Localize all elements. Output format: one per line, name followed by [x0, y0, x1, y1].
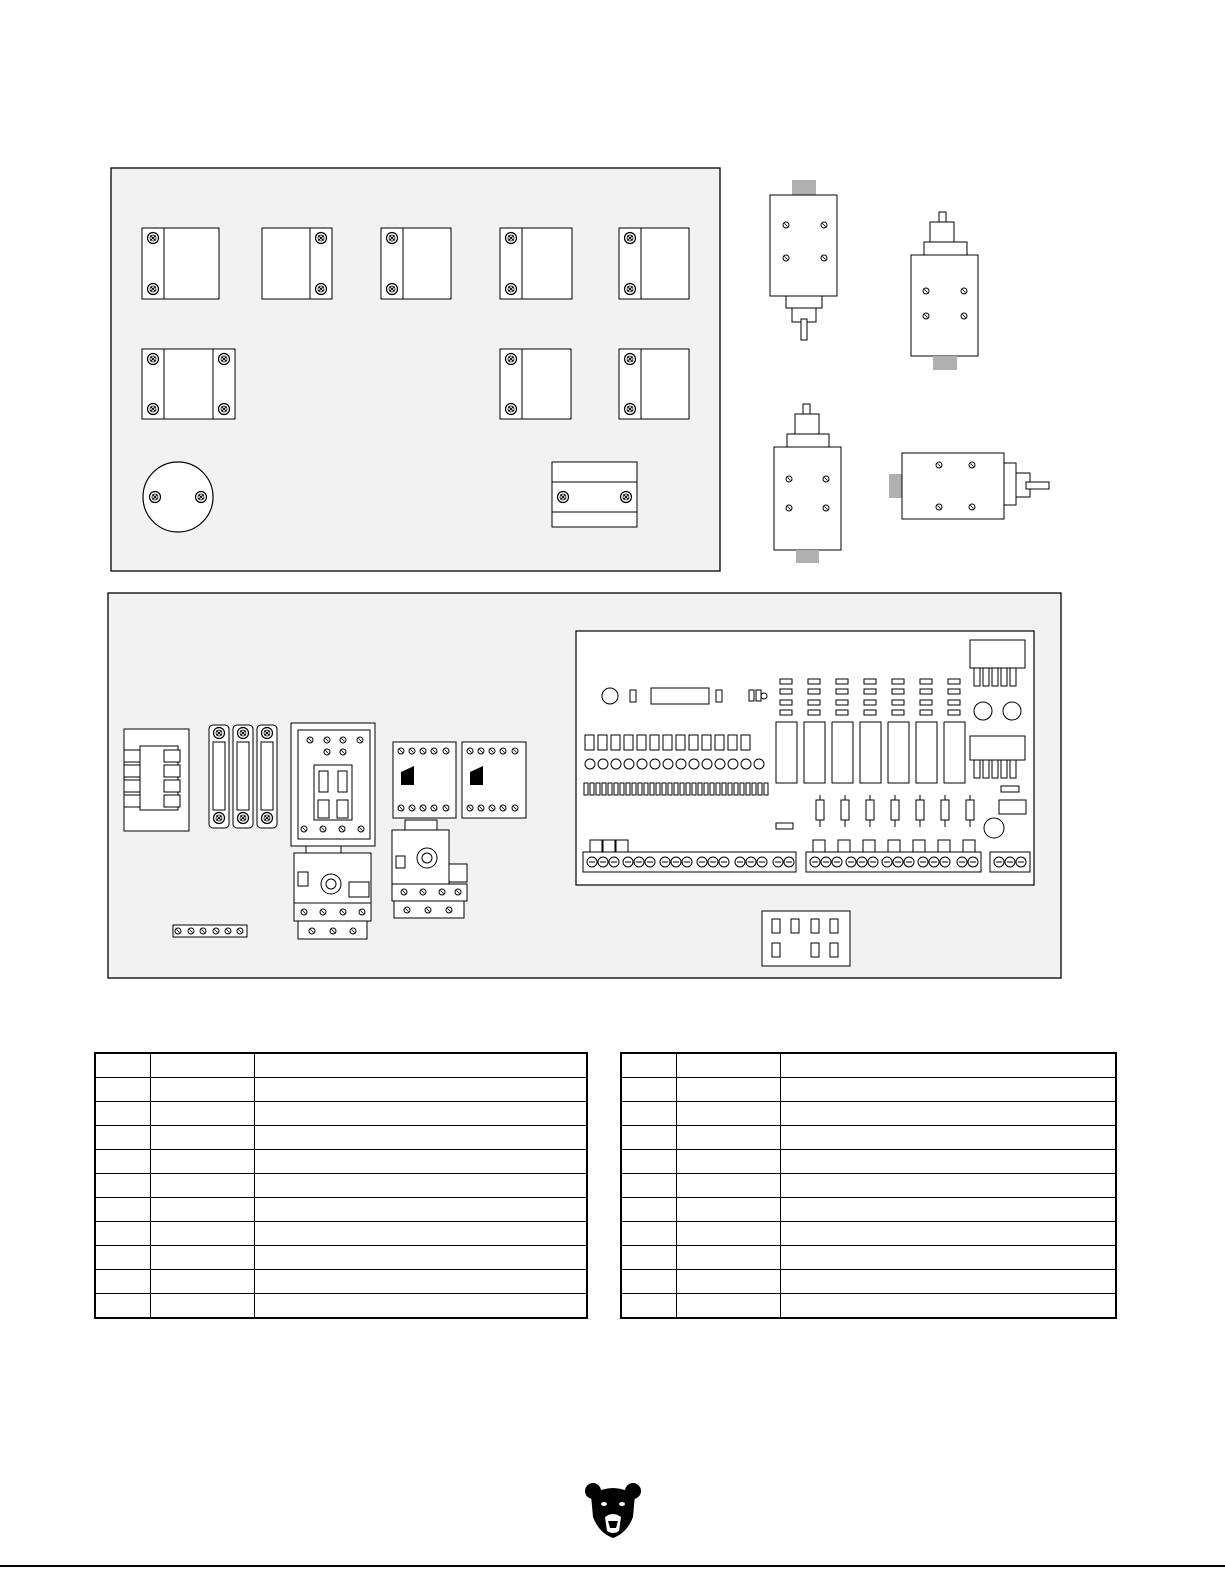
header-cell [781, 1053, 1117, 1078]
table-cell [255, 1126, 588, 1150]
lower-panel [108, 593, 1061, 978]
header-cell [255, 1053, 588, 1078]
table-cell [781, 1246, 1117, 1270]
table-cell [677, 1150, 781, 1174]
receptacle [762, 911, 850, 966]
circuit-breaker [257, 725, 277, 828]
table-cell [151, 1150, 255, 1174]
table-cell [151, 1102, 255, 1126]
table-cell [95, 1246, 151, 1270]
circuit-board [576, 631, 1034, 885]
table-row [95, 1198, 587, 1222]
header-cell [621, 1053, 677, 1078]
table-cell [151, 1270, 255, 1294]
footer-rule [0, 1565, 1225, 1567]
table-cell [677, 1222, 781, 1246]
table-header-row [621, 1053, 1116, 1078]
table-cell [151, 1174, 255, 1198]
round-component [143, 462, 213, 532]
terminal-block [619, 228, 689, 299]
circuit-breaker [209, 725, 229, 828]
table-cell [151, 1078, 255, 1102]
header-cell [151, 1053, 255, 1078]
table-row [621, 1102, 1116, 1126]
table-cell [621, 1102, 677, 1126]
table-cell [621, 1198, 677, 1222]
fuse-holder [124, 729, 189, 831]
table-cell [677, 1294, 781, 1319]
table-cell [781, 1294, 1117, 1319]
table-row [95, 1102, 587, 1126]
table-cell [255, 1270, 588, 1294]
table-cell [677, 1102, 781, 1126]
table-cell [255, 1294, 588, 1319]
table-row [621, 1294, 1116, 1319]
table-row [95, 1150, 587, 1174]
table-cell [255, 1222, 588, 1246]
terminal-strip [990, 852, 1030, 872]
table-cell [95, 1078, 151, 1102]
table-cell [781, 1270, 1117, 1294]
table-cell [255, 1174, 588, 1198]
table-cell [151, 1126, 255, 1150]
header-cell [95, 1053, 151, 1078]
table-row [621, 1174, 1116, 1198]
table-cell [95, 1150, 151, 1174]
bear-head-icon [583, 1481, 643, 1539]
table-cell [95, 1294, 151, 1319]
upper-panel [111, 168, 720, 571]
limit-switch [770, 180, 837, 340]
table-row [95, 1078, 587, 1102]
terminal-block [381, 228, 451, 299]
table-cell [151, 1294, 255, 1319]
terminal-block [142, 349, 235, 419]
limit-switch [889, 453, 1049, 519]
limit-switch [911, 212, 978, 370]
terminal-block [619, 349, 689, 419]
table-cell [621, 1222, 677, 1246]
table-row [95, 1126, 587, 1150]
table-header-row [95, 1053, 587, 1078]
table-cell [781, 1126, 1117, 1150]
limit-switch [774, 404, 841, 563]
table-cell [677, 1174, 781, 1198]
table-row [95, 1222, 587, 1246]
table-cell [95, 1222, 151, 1246]
table-cell [781, 1198, 1117, 1222]
terminal-block [500, 349, 571, 419]
table-cell [621, 1126, 677, 1150]
contactor [462, 742, 526, 818]
table-cell [255, 1150, 588, 1174]
table-row [95, 1246, 587, 1270]
table-cell [95, 1126, 151, 1150]
table-cell [151, 1222, 255, 1246]
contactor [291, 723, 375, 846]
parts-table-left [94, 1052, 588, 1319]
table-cell [621, 1174, 677, 1198]
header-cell [677, 1053, 781, 1078]
clamp-component [552, 462, 637, 527]
table-cell [621, 1150, 677, 1174]
table-cell [781, 1150, 1117, 1174]
table-cell [255, 1198, 588, 1222]
table-row [621, 1198, 1116, 1222]
table-cell [781, 1222, 1117, 1246]
table-cell [621, 1294, 677, 1319]
resistor-strip [584, 783, 768, 795]
table-cell [151, 1198, 255, 1222]
table-cell [781, 1102, 1117, 1126]
table-row [621, 1222, 1116, 1246]
ground-bar [173, 925, 247, 937]
table-cell [95, 1198, 151, 1222]
table-cell [621, 1270, 677, 1294]
circuit-breaker [233, 725, 253, 828]
table-cell [781, 1078, 1117, 1102]
table-cell [677, 1126, 781, 1150]
contactor [393, 742, 456, 818]
table-cell [95, 1174, 151, 1198]
table-cell [255, 1246, 588, 1270]
table-cell [621, 1246, 677, 1270]
table-row [95, 1174, 587, 1198]
table-row [621, 1150, 1116, 1174]
terminal-block [142, 228, 219, 299]
table-row [621, 1270, 1116, 1294]
terminal-block [500, 228, 572, 299]
table-row [621, 1246, 1116, 1270]
table-cell [255, 1078, 588, 1102]
table-cell [677, 1198, 781, 1222]
table-cell [781, 1174, 1117, 1198]
table-row [95, 1270, 587, 1294]
table-row [95, 1294, 587, 1319]
table-row [621, 1078, 1116, 1102]
overload-relay [294, 846, 371, 939]
table-cell [677, 1246, 781, 1270]
table-cell [95, 1102, 151, 1126]
table-cell [255, 1102, 588, 1126]
table-cell [677, 1270, 781, 1294]
table-cell [151, 1246, 255, 1270]
parts-table-right [620, 1052, 1117, 1319]
table-cell [621, 1078, 677, 1102]
table-row [621, 1126, 1116, 1150]
table-cell [677, 1078, 781, 1102]
table-cell [95, 1270, 151, 1294]
terminal-block [262, 228, 332, 299]
